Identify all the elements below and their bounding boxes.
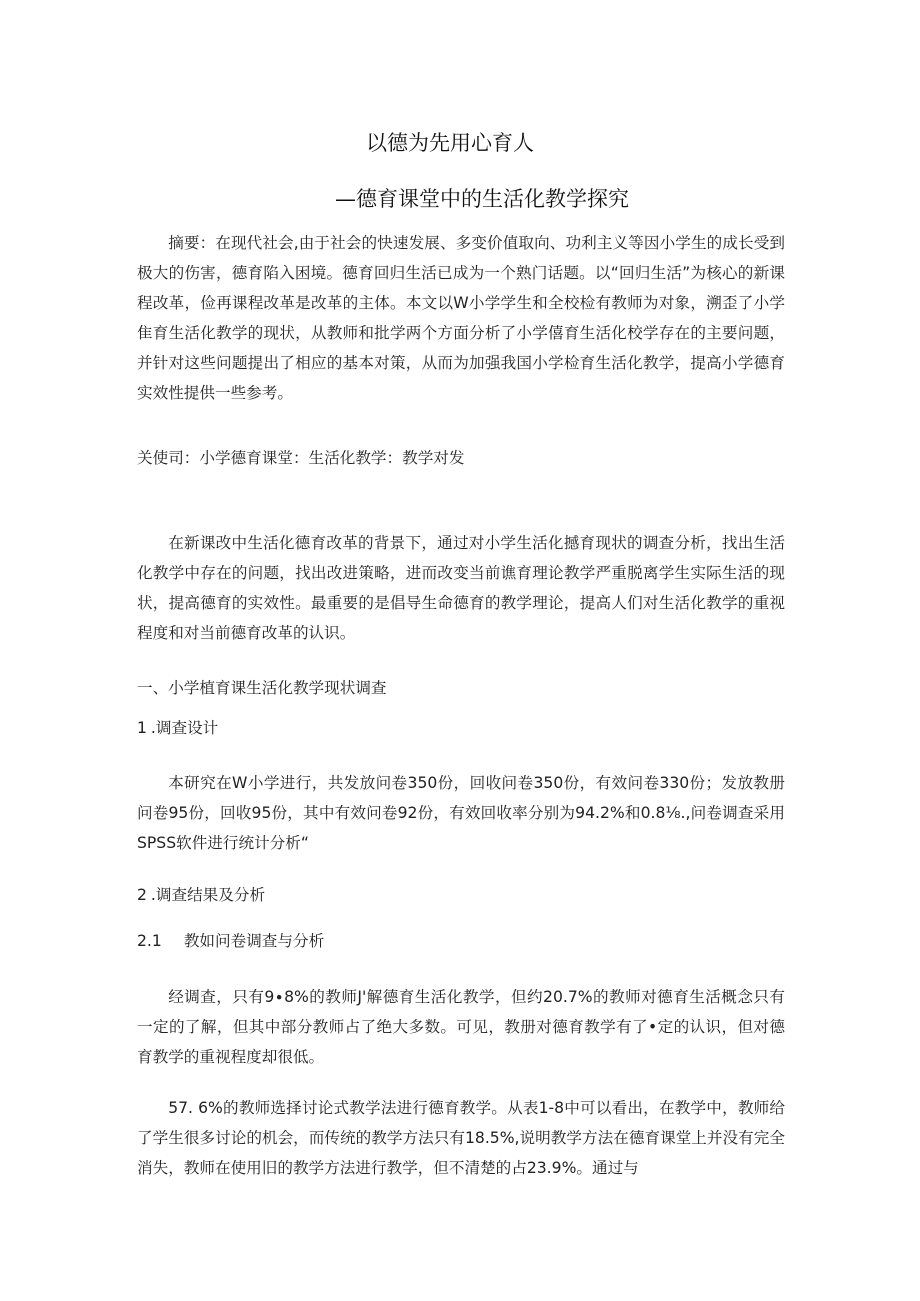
design-paragraph: 本研究在W小学进行，共发放问卷350份，回收问卷350份，有效问卷330份；发放教册问卷95份，回收95份，其中有效问卷92份，有效回收率分别为94.2%和0.8⅛.,问卷调查采用SPSS软件进行统计分析“ [137, 774, 785, 852]
subsection-number: 1 [137, 719, 147, 737]
intro-paragraph: 在新课改中生活化德育改革的背景下，通过对小学生活化撼育现状的调查分析，找出生活化教学中存在的问题，找出改进策略，进而改变当前谯育理论教学严重脱离学生实际生活的现状，提高德育的实效性。最重要的是倡导生命德育的教学理论，提高人们对生活化教学的重视程度和对当前德育改革的认识。 [137, 534, 785, 642]
subsection-title: 教如问卷调查与分析 [183, 932, 325, 950]
keywords-line: 关使司：小学德育课堂：生活化教学：教学对发 [137, 449, 465, 467]
result-paragraph-1: 经调查，只有9∙8%的教师J'解德育生活化教学，但约20.7%的教师对德育生活概念只有一定的了解，但其中部分教师占了绝大多数。可见，教册对德育教学有了•定的认识，但对德育教学的重视程度却很低。 [137, 988, 785, 1066]
result-paragraph-2: 57. 6%的教师选择讨论式教学法进行德育教学。从表1-8中可以看出，在教学中，教师给了学生很多讨论的机会，而传统的教学方法只有18.5%,说明教学方法在德育课堂上并没有完全消失，教师在使用旧的教学方法进行教学，但不清楚的占23.9%。通过与 [137, 1099, 785, 1177]
subsection-number: 2.1 [137, 932, 162, 950]
abstract-paragraph: 摘要：在现代社会,由于社会的快速发展、多变价值取向、功利主义等因小学生的成长受到极大的伤害，德育陷入困境。德育回归生活已成为一个熟门话题。以“回归生活”为核心的新课程改革，俭再课程改革是改革的主体。本文以W小学学生和全校检有教师为对象，溯歪了小学隹育生活化教学的现状，从教师和批学两个方面分析了小学僖育生活化校学存在的主要问题，并针对这些问题提出了相应的基本对策，从而为加强我国小学检育生活化教学，提高小学德育实效性提供一些参考。 [137, 234, 785, 402]
document-subtitle: —德育课堂中的生活化教学探究 [335, 187, 629, 211]
document-title: 以德为先用心育人 [366, 131, 534, 155]
subsection-heading-2 [137, 883, 265, 907]
subsection-heading-2-1 [137, 929, 324, 953]
section-heading: 一、小学植育课生活化教学现状调查 [137, 679, 387, 697]
subsection-heading-1 [137, 716, 218, 740]
subsection-number: 2 [137, 886, 147, 904]
subsection-title: .调查设计 [150, 719, 219, 737]
subsection-title: .调查结果及分析 [150, 886, 266, 904]
